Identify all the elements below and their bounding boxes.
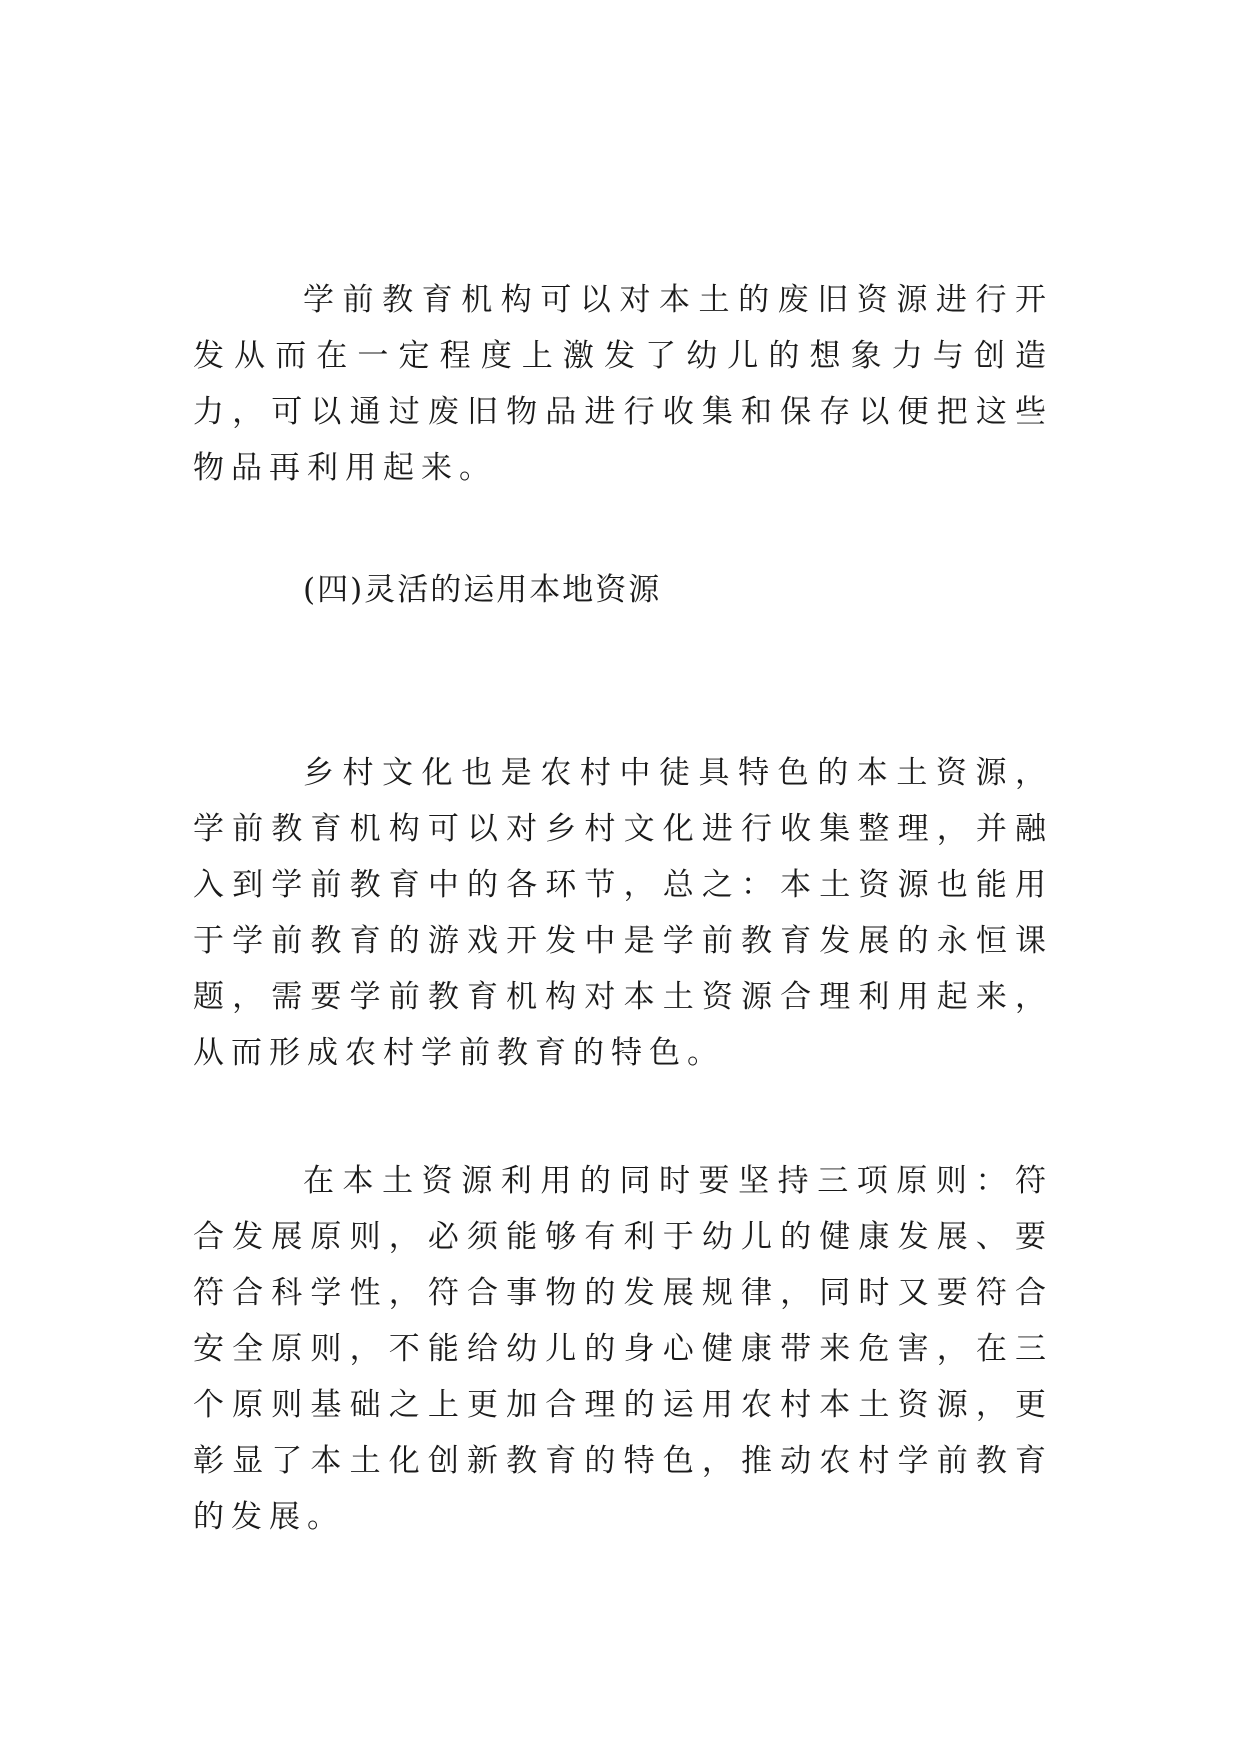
section-heading: (四)灵活的运用本地资源 [303, 572, 662, 608]
paragraph-three-principles: 在本土资源利用的同时要坚持三项原则：符合发展原则，必须能够有利于幼儿的健康发展、要符合科学性，符合事物的发展规律，同时又要符合安全原则，不能给幼儿的身心健康带来危害，在三个原则基础之上更加合理的运用农村本土资源，更彰显了本土化创新教育的特色，推动农村学前教育的发展。 [193, 1163, 1053, 1535]
paragraph-rural-culture: 乡村文化也是农村中徒具特色的本土资源，学前教育机构可以对乡村文化进行收集整理，并融入到学前教育中的各环节，总之：本土资源也能用于学前教育的游戏开发中是学前教育发展的永恒课题，需要学前教育机构对本土资源合理利用起来，从而形成农村学前教育的特色。 [193, 755, 1053, 1071]
paragraph-waste-resources: 学前教育机构可以对本土的废旧资源进行开发从而在一定程度上激发了幼儿的想象力与创造力，可以通过废旧物品进行收集和保存以便把这些物品再利用起来。 [193, 282, 1053, 486]
